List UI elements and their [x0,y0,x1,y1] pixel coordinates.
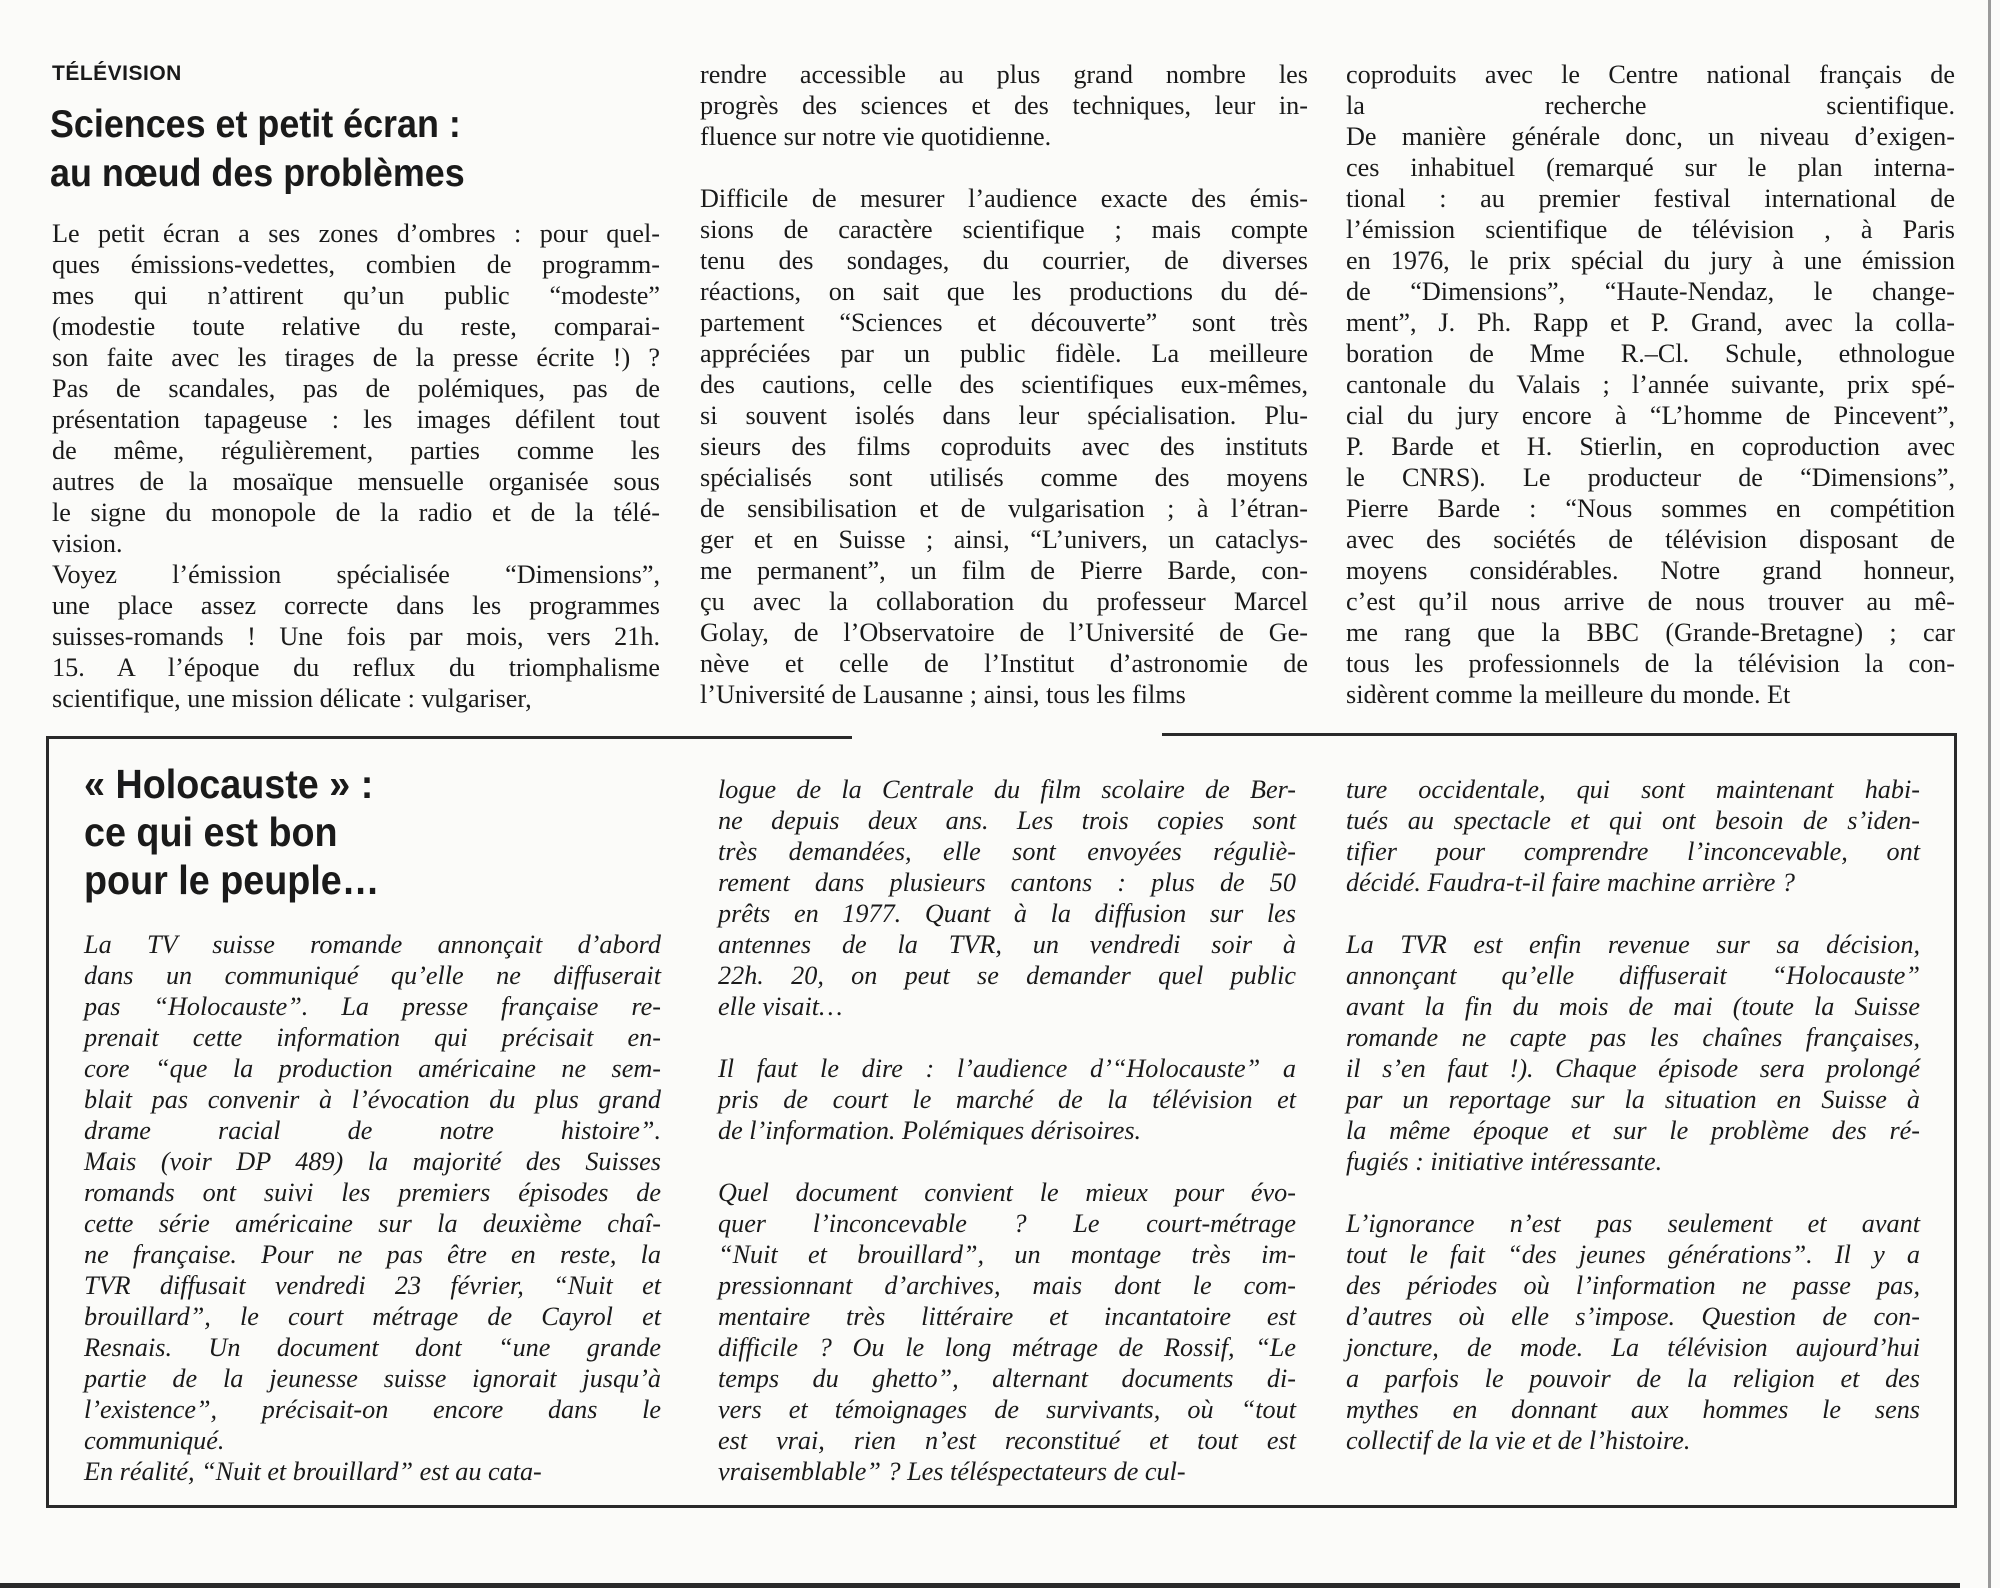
text-line: en 1976, le prix spécial du jury à une émission [1346,246,1955,275]
text-line: des périodes où l’information ne passe pas, [1346,1271,1920,1300]
text-line: partement “Sciences et découverte” sont très [700,308,1308,337]
headline-line: Sciences et petit écran : [50,103,461,146]
text-line: tional : au premier festival international de [1346,184,1955,213]
text-line: la recherche scientifique. [1346,91,1955,120]
page-bottom-rule [0,1583,1960,1588]
text-line: En réalité, “Nuit et brouillard” est au cata- [84,1457,542,1486]
text-line: de sensibilisation et de vulgarisation ; à l’étran- [700,494,1308,523]
text-line: ture occidentale, qui sont maintenant habi- [1346,775,1920,804]
text-line: Mais (voir DP 489) la majorité des Suisses [84,1147,661,1176]
text-line: sions de caractère scientifique ; mais compte [700,215,1308,244]
text-line: De manière générale donc, un niveau d’exigen- [1346,122,1955,151]
text-line: cette série américaine sur la deuxième chaî- [84,1209,661,1238]
text-line: Quel document convient le mieux pour évo- [718,1178,1296,1207]
text-line: de “Dimensions”, “Haute-Nendaz, le change- [1346,277,1955,306]
box-headline-line: ce qui est bon [84,809,338,855]
text-line: ne depuis deux ans. Les trois copies sont [718,806,1296,835]
box-column-2 [718,774,1296,1487]
text-line: sidèrent comme la meilleure du monde. Et [1346,680,1791,709]
article-column-3 [1346,59,1955,710]
paragraph-gap [718,1022,1296,1053]
page-right-edge [1988,0,1991,1588]
text-line: le signe du monopole de la radio et de la télé- [52,498,660,527]
text-line: vers et témoignages de survivants, où “tout [718,1395,1296,1424]
box-headline [84,760,380,904]
text-line: collectif de la vie et de l’histoire. [1346,1426,1691,1455]
text-line: ne française. Pour ne pas être en reste, la [84,1240,661,1269]
text-line: tués au spectacle et qui ont besoin de s’iden- [1346,806,1920,835]
text-line: fugiés : initiative intéressante. [1346,1147,1663,1176]
text-line: joncture, de mode. La télévision aujourd’hui [1346,1333,1920,1362]
text-line: Le petit écran a ses zones d’ombres : pour quel- [52,219,660,248]
text-line: mes qui n’attirent qu’un public “modeste” [52,281,660,310]
text-line: ger et en Suisse ; ainsi, “L’univers, un cataclys- [700,525,1308,554]
text-line: mentaire très littéraire et incantatoire est [718,1302,1296,1331]
text-line: décidé. Faudra-t-il faire machine arrière ? [1346,868,1795,897]
text-line: romande ne capte pas les chaînes françaises, [1346,1023,1920,1052]
text-line: suisses-romands ! Une fois par mois, vers 21h. [52,622,660,651]
text-line: me permanent”, un film de Pierre Barde, con- [700,556,1308,585]
text-line: moyens considérables. Notre grand honneur, [1346,556,1955,585]
text-line: la même époque et sur le problème des ré- [1346,1116,1920,1145]
text-line: l’Université de Lausanne ; ainsi, tous les films [700,680,1186,709]
text-line: scientifique, une mission délicate : vulgariser, [52,684,532,713]
text-line: ces inhabituel (remarqué sur le plan interna- [1346,153,1955,182]
paragraph-gap [700,152,1308,183]
text-line: nève et celle de l’Institut d’astronomie de [700,649,1308,678]
box-column-3 [1346,774,1920,1456]
text-line: de même, régulièrement, parties comme les [52,436,660,465]
article-headline [50,100,465,198]
text-line: quer l’inconcevable ? Le court-métrage [718,1209,1296,1238]
text-line: ment”, J. Ph. Rapp et P. Grand, avec la colla- [1346,308,1955,337]
text-line: des cautions, celle des scientifiques eux-mêmes, [700,370,1308,399]
text-line: très demandées, elle sont envoyées réguliè- [718,837,1296,866]
text-line: dans un communiqué qu’elle ne diffuserait [84,961,661,990]
text-line: le CNRS). Le producteur de “Dimensions”, [1346,463,1955,492]
text-line: tifier pour comprendre l’inconcevable, ont [1346,837,1920,866]
text-line: pressionnant d’archives, mais dont le com- [718,1271,1296,1300]
text-line: coproduits avec le Centre national français de [1346,60,1955,89]
text-line: partie de la jeunesse suisse ignorait jusqu’à [84,1364,661,1393]
text-line: pris de court le marché de la télévision et [718,1085,1296,1114]
text-line: drame racial de notre histoire”. [84,1116,661,1145]
text-line: P. Barde et H. Stierlin, en coproduction avec [1346,432,1955,461]
text-line: avec des sociétés de télévision disposant de [1346,525,1955,554]
text-line: fluence sur notre vie quotidienne. [700,122,1052,151]
paragraph-gap [718,1146,1296,1177]
text-line: 15. A l’époque du reflux du triomphalisme [52,653,660,682]
text-line: difficile ? Ou le long métrage de Rossif, “Le [718,1333,1296,1362]
text-line: L’ignorance n’est pas seulement et avant [1346,1209,1920,1238]
text-line: il s’en faut !). Chaque épisode sera prolongé [1346,1054,1920,1083]
text-line: par un reportage sur la situation en Suisse à [1346,1085,1920,1114]
box-headline-line: pour le peuple… [84,857,380,903]
text-line: boration de Mme R.–Cl. Schule, ethnologue [1346,339,1955,368]
paragraph-gap [1346,898,1920,929]
text-line: TVR diffusait vendredi 23 février, “Nuit et [84,1271,661,1300]
text-line: pas “Holocauste”. La presse française re- [84,992,661,1021]
text-line: cantonale du Valais ; l’année suivante, prix spé- [1346,370,1955,399]
text-line: prenait cette information qui précisait en- [84,1023,661,1052]
text-line: rement dans plusieurs cantons : plus de 50 [718,868,1296,897]
text-line: est vrai, rien n’est reconstitué et tout est [718,1426,1296,1455]
text-line: autres de la mosaïque mensuelle organisée sous [52,467,660,496]
text-line: mythes en donnant aux hommes le sens [1346,1395,1920,1424]
text-line: core “que la production américaine ne sem- [84,1054,661,1083]
text-line: annonçant qu’elle diffuserait “Holocauste” [1346,961,1920,990]
text-line: cial du jury encore à “L’homme de Pincevent”, [1346,401,1955,430]
box-column-1 [84,929,661,1487]
text-line: elle visait… [718,992,843,1021]
text-line: sieurs des films coproduits avec des instituts [700,432,1308,461]
text-line: présentation tapageuse : les images défilent tout [52,405,660,434]
text-line: 22h. 20, on peut se demander quel public [718,961,1296,990]
text-line: avant la fin du mois de mai (toute la Suisse [1346,992,1920,1021]
text-line: de l’information. Polémiques dérisoires. [718,1116,1142,1145]
text-line: me rang que la BBC (Grande-Bretagne) ; car [1346,618,1955,647]
text-line: La TVR est enfin revenue sur sa décision, [1346,930,1920,959]
text-line: l’existence”, précisait-on encore dans le [84,1395,661,1424]
text-line: Pas de scandales, pas de polémiques, pas de [52,374,660,403]
text-line: Pierre Barde : “Nous sommes en compétition [1346,494,1955,523]
text-line: une place assez correcte dans les programmes [52,591,660,620]
text-line: si souvent isolés dans leur spécialisation. Plu- [700,401,1308,430]
text-line: Voyez l’émission spécialisée “Dimensions”, [52,560,660,589]
text-line: Resnais. Un document dont “une grande [84,1333,661,1362]
text-line: son faite avec les tirages de la presse écrite !) ? [52,343,660,372]
section-label: TÉLÉVISION [52,62,182,85]
text-line: réactions, on sait que les productions du dé- [700,277,1308,306]
text-line: “Nuit et brouillard”, un montage très im- [718,1240,1296,1269]
headline-line: au nœud des problèmes [50,152,465,195]
text-line: logue de la Centrale du film scolaire de Ber- [718,775,1296,804]
text-line: antennes de la TVR, un vendredi soir à [718,930,1296,959]
box-headline-line: « Holocauste » : [84,761,374,807]
text-line: Golay, de l’Observatoire de l’Université de Ge- [700,618,1308,647]
text-line: spécialisés sont utilisés comme des moyens [700,463,1308,492]
text-line: l’émission scientifique de télévision , à Paris [1346,215,1955,244]
text-line: c’est qu’il nous arrive de nous trouver au mê- [1346,587,1955,616]
text-line: tout le fait “des jeunes générations”. Il y a [1346,1240,1920,1269]
text-line: Il faut le dire : l’audience d’“Holocauste” a [718,1054,1296,1083]
text-line: rendre accessible au plus grand nombre les [700,60,1308,89]
text-line: Difficile de mesurer l’audience exacte des émis- [700,184,1308,213]
text-line: vision. [52,529,123,558]
text-line: (modestie toute relative du reste, comparai- [52,312,660,341]
text-line: progrès des sciences et des techniques, leur in- [700,91,1308,120]
paragraph-gap [1346,1177,1920,1208]
text-line: tous les professionnels de la télévision la con- [1346,649,1955,678]
text-line: brouillard”, le court métrage de Cayrol et [84,1302,661,1331]
article-column-1 [52,218,660,714]
text-line: a parfois le pouvoir de la religion et des [1346,1364,1920,1393]
text-line: tenu des sondages, du courrier, de diverses [700,246,1308,275]
text-line: prêts en 1977. Quant à la diffusion sur les [718,899,1296,928]
text-line: La TV suisse romande annonçait d’abord [84,930,661,959]
text-line: çu avec la collaboration du professeur Marcel [700,587,1308,616]
text-line: appréciées par un public fidèle. La meilleure [700,339,1308,368]
text-line: communiqué. [84,1426,225,1455]
text-line: d’autres où elle s’impose. Question de con- [1346,1302,1920,1331]
article-column-2 [700,59,1308,710]
text-line: ques émissions-vedettes, combien de programm- [52,250,660,279]
text-line: blait pas convenir à l’évocation du plus grand [84,1085,661,1114]
text-line: vraisemblable” ? Les téléspectateurs de cul- [718,1457,1186,1486]
text-line: temps du ghetto”, alternant documents di- [718,1364,1296,1393]
text-line: romands ont suivi les premiers épisodes de [84,1178,661,1207]
